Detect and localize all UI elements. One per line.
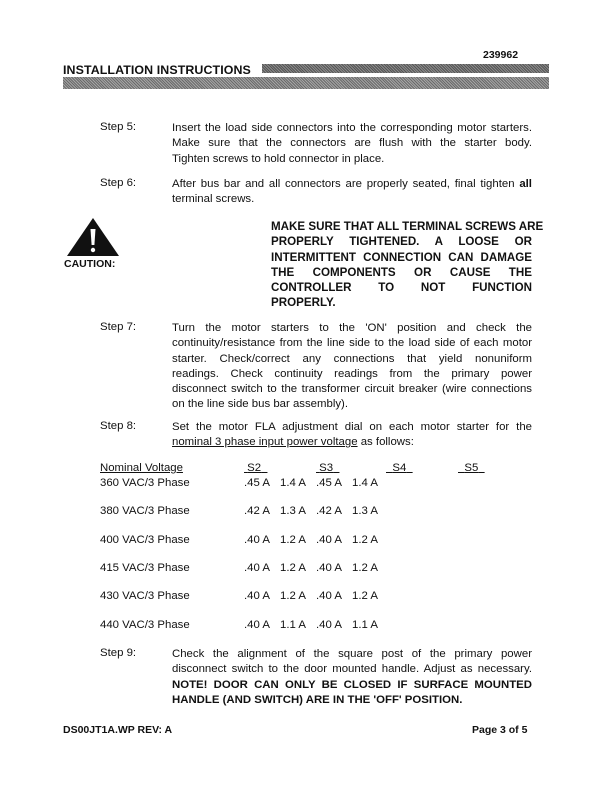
step-6-line — [172, 177, 532, 192]
footer-page-number: Page 3 of 5 — [472, 724, 528, 736]
table-header-s5: S5 — [464, 462, 479, 474]
document-number: 239962 — [483, 49, 519, 61]
step-5-line: Tighten screws to hold connector in place. — [172, 152, 385, 165]
step-8-underlined-text: nominal 3 phase input power voltage — [172, 436, 358, 449]
step-6-label: Step 6: — [100, 177, 137, 189]
table-cell-current: 1.2 A — [280, 590, 306, 603]
table-header-s4: S4 — [392, 462, 407, 474]
caution-message — [271, 219, 544, 311]
step-7-line: starter. Check/correct any connections that yield nonuniform — [172, 352, 532, 365]
table-cell-current: 1.2 A — [280, 561, 306, 574]
caution-line: MAKE SURE THAT ALL TERMINAL SCREWS ARE — [271, 220, 544, 233]
step-7-label: Step 7: — [100, 321, 137, 333]
table-cell-voltage: 400 VAC/3 Phase — [100, 533, 190, 546]
table-cell-voltage: 440 VAC/3 Phase — [100, 618, 190, 631]
step-8-text — [172, 420, 532, 451]
table-cell-current: .40 A — [244, 590, 270, 603]
fla-table — [100, 462, 540, 632]
table-cell-current: .40 A — [244, 561, 270, 574]
step-6-line: terminal screws. — [172, 193, 255, 206]
step-9-text — [172, 647, 532, 708]
table-cell-current: .40 A — [244, 533, 270, 546]
header-rule-bottom — [63, 77, 549, 89]
table-cell-current: 1.2 A — [352, 561, 378, 574]
step-7-line: disconnect switch to the transformer circuit breaker (wire connections — [172, 383, 532, 396]
table-header-voltage: Nominal Voltage — [100, 462, 183, 474]
step-9-line: disconnect switch to the door mounted handle. Adjust as necessary. — [172, 663, 532, 676]
table-cell-current: .45 A — [316, 477, 342, 489]
table-cell-current: 1.3 A — [352, 505, 378, 518]
caution-line: PROPERLY. — [271, 296, 336, 310]
table-cell-current: 1.3 A — [280, 505, 306, 518]
table-cell-voltage: 380 VAC/3 Phase — [100, 505, 190, 518]
step-8-line: Set the motor FLA adjustment dial on each motor starter for the — [172, 421, 532, 433]
step-7-line: readings. Check continuity readings from the primary power — [172, 367, 532, 380]
table-cell-current: .40 A — [244, 618, 270, 631]
table-cell-current: 1.4 A — [280, 477, 306, 489]
table-header-s2: S2 — [247, 462, 262, 474]
step-9-label: Step 9: — [100, 647, 137, 659]
step-7-text — [172, 321, 532, 413]
step-9-note-line: NOTE! DOOR CAN ONLY BE CLOSED IF SURFACE MOUNTED — [172, 678, 532, 691]
table-cell-current: .40 A — [316, 590, 342, 603]
step-7-line: on the line side bus bar assembly). — [172, 398, 349, 411]
step-5-line: Insert the load side connectors into the corresponding motor starters. — [172, 122, 532, 134]
footer-doc-id: DS00JT1A.WP REV: A — [63, 724, 173, 736]
caution-line: CONTROLLER TO NOT FUNCTION — [271, 281, 532, 295]
table-cell-current: .40 A — [316, 533, 342, 546]
table-cell-voltage: 430 VAC/3 Phase — [100, 590, 190, 603]
caution-line: PROPERLY TIGHTENED. A LOOSE OR — [271, 235, 532, 249]
step-6-text-plain: After bus bar and all connectors are properly seated, final tighten — [172, 178, 515, 190]
caution-line: THE COMPONENTS OR CAUSE THE — [271, 265, 532, 279]
step-8-label: Step 8: — [100, 420, 137, 432]
step-5-line: Make sure that the connectors are flush with the starter body. — [172, 137, 532, 150]
table-cell-current: .42 A — [316, 505, 342, 518]
step-9-line: Check the alignment of the square post of the primary power — [172, 648, 532, 660]
table-cell-current: 1.2 A — [352, 533, 378, 546]
table-cell-current: .42 A — [244, 505, 270, 518]
caution-line: INTERMITTENT CONNECTION CAN DAMAGE — [271, 250, 532, 264]
table-cell-current: .40 A — [316, 618, 342, 631]
step-8-text-rest: as follows: — [357, 436, 414, 449]
table-cell-current: 1.1 A — [280, 618, 306, 631]
caution-label: CAUTION: — [64, 258, 116, 270]
section-title: INSTALLATION INSTRUCTIONS — [63, 63, 251, 77]
table-cell-voltage: 415 VAC/3 Phase — [100, 561, 190, 574]
table-cell-current: 1.1 A — [352, 618, 378, 631]
step-6-emphasis: all — [519, 178, 532, 190]
table-cell-current: 1.2 A — [352, 590, 378, 603]
step-6-text — [172, 177, 532, 208]
table-cell-current: .40 A — [316, 561, 342, 574]
step-5-text — [172, 121, 532, 167]
table-header-s3: S3 — [319, 462, 334, 474]
table-cell-current: 1.2 A — [280, 533, 306, 546]
header-rule-top — [262, 64, 549, 73]
table-cell-current: .45 A — [244, 477, 270, 489]
step-5-label: Step 5: — [100, 121, 137, 133]
step-8-line — [172, 435, 532, 450]
step-9-note-line: HANDLE (AND SWITCH) ARE IN THE 'OFF' POSITION. — [172, 693, 463, 706]
table-cell-current: 1.4 A — [352, 477, 378, 489]
step-7-line: continuity/resistance from the line side to the load side of each motor — [172, 337, 532, 350]
table-cell-voltage: 360 VAC/3 Phase — [100, 477, 190, 489]
step-7-line: Turn the motor starters to the 'ON' position and check the — [172, 322, 532, 334]
